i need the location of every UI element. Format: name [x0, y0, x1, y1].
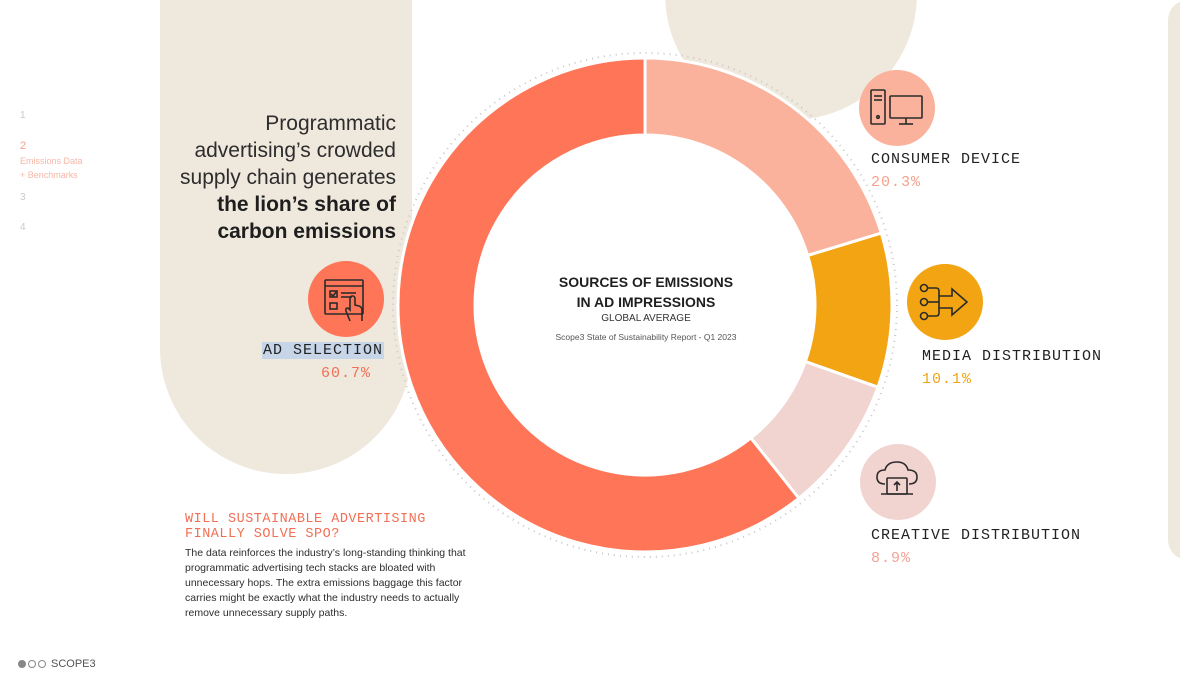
- donut-slice-media-distribution: [805, 233, 892, 387]
- media-distribution-label: MEDIA DISTRIBUTION: [922, 348, 1103, 365]
- nav-item-2-sub2: + Benchmarks: [20, 170, 78, 180]
- headline: [150, 110, 396, 245]
- logo-dot-1: [28, 660, 36, 668]
- nav-item-1[interactable]: 1: [20, 110, 26, 121]
- computer-icon: [859, 70, 935, 146]
- headline-bold-1: the lion’s share of: [217, 193, 396, 216]
- section-nav: [20, 110, 130, 252]
- chart-subtitle: GLOBAL AVERAGE: [601, 313, 691, 324]
- distribution-arrow-icon: [907, 264, 983, 340]
- logo-dot-filled: [18, 660, 26, 668]
- donut-slice-consumer-device: [645, 58, 881, 256]
- nav-item-2-sub: Emissions Data: [20, 156, 83, 166]
- nav-item-2[interactable]: [20, 140, 130, 182]
- headline-line-1: Programmatic: [265, 112, 396, 135]
- consumer-device-value: 20.3%: [871, 174, 922, 191]
- cloud-upload-icon: [860, 444, 936, 520]
- chart-title: [506, 272, 786, 312]
- headline-bold-2: carbon emissions: [217, 220, 396, 243]
- ad-selection-value: 60.7%: [321, 365, 372, 382]
- ad-selection-label: AD SELECTION: [263, 342, 384, 359]
- headline-line-3: supply chain generates: [180, 166, 396, 189]
- ad-selection-icon: [308, 261, 384, 337]
- media-distribution-value: 10.1%: [922, 371, 973, 388]
- scope3-logo: [18, 658, 96, 670]
- nav-item-4[interactable]: 4: [20, 222, 26, 233]
- headline-line-2: advertising’s crowded: [194, 139, 396, 162]
- logo-dot-2: [38, 660, 46, 668]
- logo-text: SCOPE3: [51, 658, 96, 670]
- background-edge-right: [1168, 0, 1180, 560]
- nav-item-3[interactable]: 3: [20, 192, 26, 203]
- chart-title-line-2: IN AD IMPRESSIONS: [576, 294, 716, 310]
- creative-distribution-value: 8.9%: [871, 550, 912, 567]
- nav-item-2-number: 2: [20, 140, 27, 152]
- chart-title-line-1: SOURCES OF EMISSIONS: [558, 274, 734, 290]
- creative-distribution-label: CREATIVE DISTRIBUTION: [871, 527, 1082, 544]
- article-title: WILL SUSTAINABLE ADVERTISING FINALLY SOLVE SPO?: [185, 512, 426, 542]
- consumer-device-label: CONSUMER DEVICE: [871, 151, 1022, 168]
- article-body: The data reinforces the industry’s long-standing thinking that programmatic advertising tech stacks are bloated with unnecessary hops. The extra emissions baggage this factor carries might be exactly what the industry needs to actually remove unnecessary supply paths.: [185, 547, 466, 619]
- chart-source: Scope3 State of Sustainability Report - Q1 2023: [555, 332, 737, 342]
